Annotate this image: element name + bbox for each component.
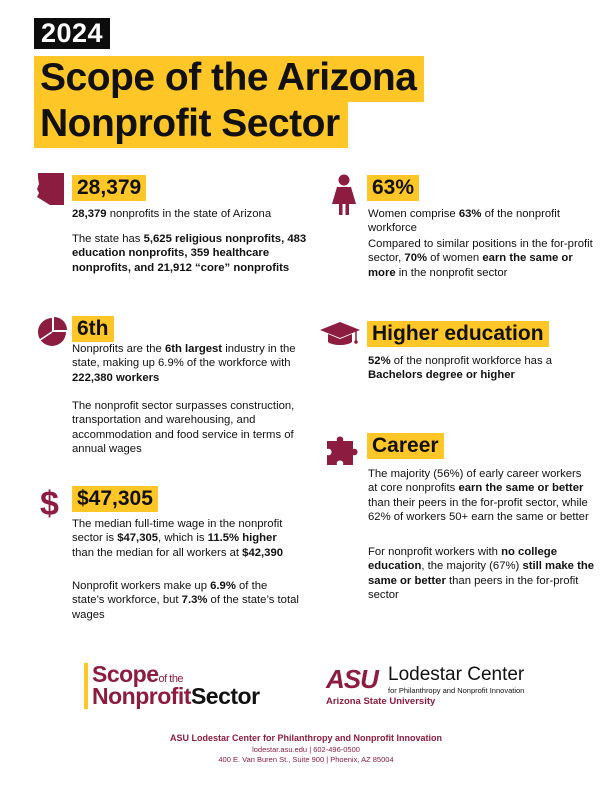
career-text-2: For nonprofit workers with no college education, the majority (67%) still make the same or better than peers in the for-profit sector	[368, 546, 595, 602]
stat-nonprofits: 28,379	[72, 175, 146, 201]
asu-lodestar-logo	[326, 664, 566, 712]
wage-text-1: The median full-time wage in the nonprofit sector is $47,305, which is 11.5% higher than the median for all workers at $42,390	[72, 518, 284, 559]
nonprofits-text-1: 28,379 nonprofits in the state of Arizona	[72, 208, 272, 220]
arizona-map-icon	[36, 172, 66, 206]
industry-text-1: Nonprofits are the 6th largest industry in the state, making up 6.9% of the workforce with 222,380 workers	[72, 343, 296, 384]
footer-contact: lodestar.asu.edu | 602-496-0500	[252, 745, 360, 754]
industry-text-2: The nonprofit sector surpasses construction, transportation and warehousing, and accommodation and food service in terms of annual wages	[72, 400, 295, 456]
asu-name: Arizona State University	[326, 696, 436, 707]
year-label: 2024	[34, 18, 110, 49]
logo-accent-bar	[84, 663, 88, 709]
education-text-1: 52% of the nonprofit workforce has a Bachelors degree or higher	[368, 355, 553, 382]
women-text-2: Compared to similar positions in the for-profit sector, 70% of women earn the same or more in the nonprofit sector	[368, 238, 593, 279]
career-text-1: The majority (56%) of early career workers at core nonprofits earn the same or better than their peers in the for-profit sector, while 62% of workers 50+ earn the same or better	[368, 468, 589, 524]
lodestar-subtitle: for Philanthropy and Nonprofit Innovation	[388, 686, 525, 695]
logo-line-1: Scopeof the	[92, 661, 184, 687]
puzzle-piece-icon	[324, 432, 360, 468]
stat-women: 63%	[367, 175, 419, 201]
stat-education: Higher education	[367, 321, 549, 347]
logo-line-2: NonprofitSector	[92, 683, 260, 709]
footer-org: ASU Lodestar Center for Philanthropy and Nonprofit Innovation	[169, 733, 442, 743]
footer-address: 400 E. Van Buren St., Suite 900 | Phoenix, AZ 85004	[218, 755, 394, 764]
scope-nonprofit-sector-logo	[84, 663, 304, 713]
lodestar-name: Lodestar Center	[388, 664, 525, 685]
page-title-line-2: Nonprofit Sector	[34, 102, 348, 148]
page-title-line-1: Scope of the Arizona	[34, 56, 424, 102]
woman-icon	[330, 174, 358, 216]
dollar-icon: $	[40, 485, 59, 523]
graduation-cap-icon	[319, 321, 361, 347]
stat-career: Career	[367, 433, 444, 459]
wage-text-2: Nonprofit workers make up 6.9% of the state’s workforce, but 7.3% of the state’s total wages	[72, 580, 299, 621]
asu-mark: ASU	[326, 664, 378, 694]
pie-chart-icon	[36, 316, 68, 348]
stat-wage: $47,305	[72, 486, 158, 512]
women-text-1: Women comprise 63% of the nonprofit workforce	[368, 208, 560, 235]
nonprofits-text-2: The state has 5,625 religious nonprofits, 483 education nonprofits, 359 healthcare nonprofits, and 21,912 “core” nonprofits	[72, 233, 307, 274]
stat-industry: 6th	[72, 316, 114, 342]
